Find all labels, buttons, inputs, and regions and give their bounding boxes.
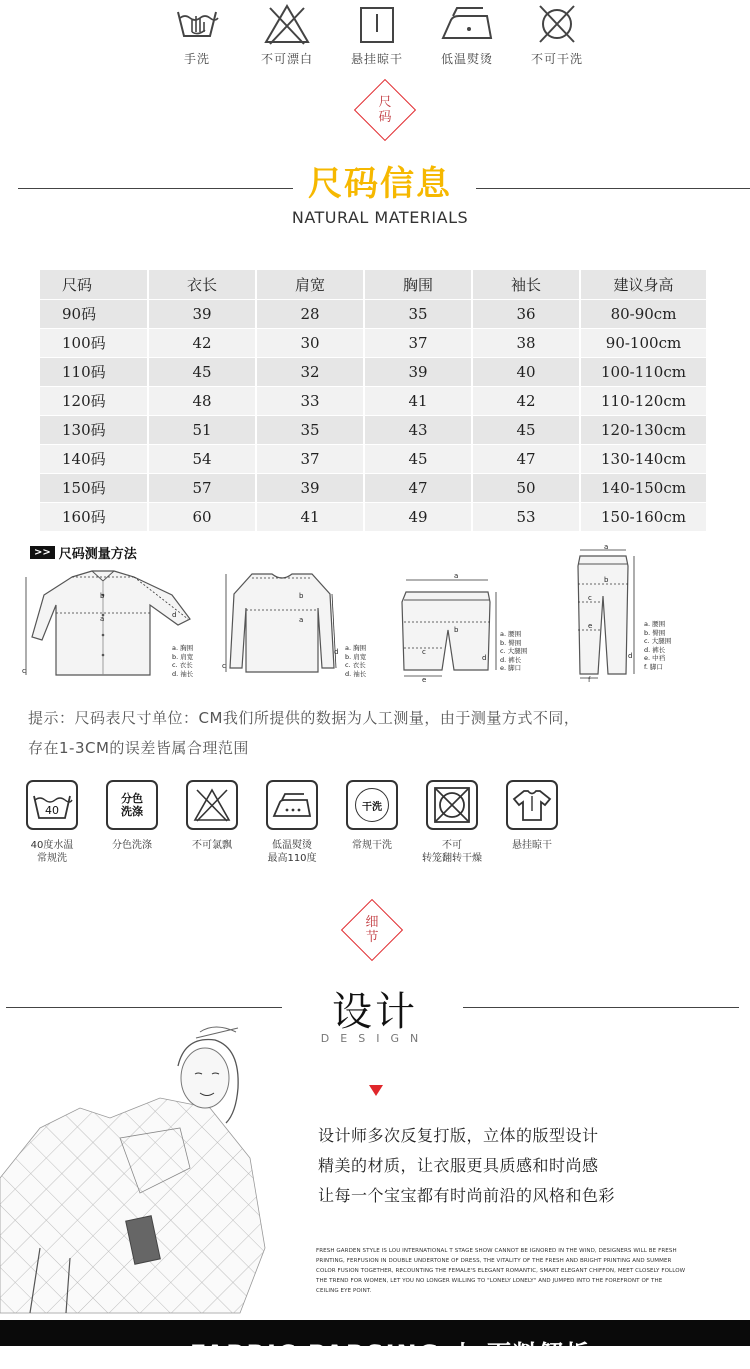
table-cell: 42 bbox=[472, 386, 580, 415]
measure-letter-e: e bbox=[588, 622, 593, 630]
legend-item: a. 腰围 bbox=[500, 630, 522, 638]
wash-40-icon bbox=[32, 790, 72, 820]
care-box bbox=[506, 780, 558, 830]
hang-dry-icon bbox=[352, 2, 402, 46]
column-header: 胸围 bbox=[364, 270, 472, 299]
legend-item: e. 中裆 bbox=[644, 654, 666, 662]
top-care-row bbox=[0, 0, 750, 80]
table-cell: 150码 bbox=[40, 473, 148, 502]
wash-temp-text: 40 bbox=[45, 804, 59, 817]
care-caption-1: 低温熨烫 bbox=[272, 840, 312, 851]
measure-letter-b: b bbox=[299, 592, 304, 600]
table-cell: 110码 bbox=[40, 357, 148, 386]
legend-item: b. 肩宽 bbox=[172, 652, 194, 661]
table-cell: 100-110cm bbox=[580, 357, 707, 386]
divider-left bbox=[18, 188, 293, 189]
measure-letter-f: f bbox=[588, 676, 591, 684]
care-box bbox=[266, 780, 318, 830]
measure-title: 尺码测量方法 bbox=[58, 547, 137, 562]
table-cell: 30 bbox=[256, 328, 364, 357]
table-cell: 140码 bbox=[40, 444, 148, 473]
table-cell: 90码 bbox=[40, 299, 148, 328]
legend-item: d. 袖长 bbox=[172, 669, 194, 678]
design-english-text: FRESH GARDEN STYLE IS LOU INTERNATIONAL T STAGE SHOW CANNOT BE IGNORED IN THE WIND, DESIGNERS WILL BE FRESH PRINTING, FERFUSION IN DOUBLE UNDERTONE OF DRESS, THE VITALITY OF THE FRESH AND BRIGHT PRINTING AND SUMMER COLOR FUSION TOGETHER, RECOUNTING THE FEMALE'S ELEGANT ROMANTIC, SMART ELEGANT CHIFFON, MEET CLOSELY FOLLOW THE TREND FOR WOMEN, LET YOU NO LONGER WILLING TO "LONELY LONELY" AND JUMPED INTO THE FOREFRONT OF THE CEILING EYE POINT. bbox=[316, 1248, 686, 1294]
table-cell: 35 bbox=[256, 415, 364, 444]
shorts-diagram bbox=[392, 570, 502, 682]
separate-wash-icon bbox=[106, 780, 158, 830]
pants-diagram bbox=[578, 543, 634, 684]
measure-letter-d: d bbox=[628, 652, 633, 660]
table-cell: 33 bbox=[256, 386, 364, 415]
table-cell: 130码 bbox=[40, 415, 148, 444]
table-cell: 39 bbox=[364, 357, 472, 386]
sweater-diagram bbox=[222, 568, 342, 684]
care-label: 悬挂晾干 bbox=[350, 52, 403, 66]
table-cell: 39 bbox=[256, 473, 364, 502]
care-caption-2: 转笼翻转干燥 bbox=[422, 853, 482, 864]
pointer-triangle bbox=[369, 1085, 383, 1096]
sweater-legend bbox=[345, 644, 366, 678]
measure-letter-a: a bbox=[604, 543, 609, 551]
size-section-title: 尺码信息 bbox=[308, 164, 452, 204]
design-divider-left bbox=[6, 1007, 282, 1008]
no-bleach-icon bbox=[262, 2, 312, 46]
legend-item: d. 裤长 bbox=[500, 655, 522, 664]
dry-clean-text: 干洗 bbox=[362, 801, 382, 813]
table-cell: 47 bbox=[472, 444, 580, 473]
measure-letter-a: a bbox=[454, 572, 459, 580]
measure-letter-d: d bbox=[482, 654, 487, 662]
table-cell: 48 bbox=[148, 386, 256, 415]
table-cell: 140-150cm bbox=[580, 473, 707, 502]
divider-right bbox=[476, 188, 750, 189]
measure-heading bbox=[30, 543, 137, 562]
design-text-line-3: 让每一个宝宝都有时尚前沿的风格和色彩 bbox=[318, 1186, 616, 1205]
table-cell: 38 bbox=[472, 328, 580, 357]
pants-legend bbox=[644, 620, 671, 671]
care-caption-1: 悬挂晾干 bbox=[512, 840, 552, 851]
table-cell: 35 bbox=[364, 299, 472, 328]
size-section-subtitle: NATURAL MATERIALS bbox=[291, 208, 469, 227]
table-row bbox=[40, 444, 707, 473]
measure-letter-b: b bbox=[604, 576, 609, 584]
measure-note-line-1: 提示：尺码表尺寸单位：CM我们所提供的数据为人工测量，由于测量方式不同， bbox=[28, 709, 580, 727]
table-row bbox=[40, 299, 707, 328]
measure-letter-c: c bbox=[422, 648, 426, 656]
table-cell: 51 bbox=[148, 415, 256, 444]
care-label: 不可漂白 bbox=[260, 52, 313, 66]
table-cell: 54 bbox=[148, 444, 256, 473]
detail-badge bbox=[342, 900, 402, 960]
no-chlorine-icon bbox=[192, 787, 232, 823]
care-caption bbox=[327, 839, 417, 852]
table-cell: 45 bbox=[472, 415, 580, 444]
design-title: 设计 bbox=[332, 989, 418, 1035]
table-cell: 120码 bbox=[40, 386, 148, 415]
care-item-no-tumble-dry bbox=[407, 780, 497, 865]
table-cell: 120-130cm bbox=[580, 415, 707, 444]
legend-item: c. 大腿围 bbox=[500, 647, 528, 655]
low-iron-icon bbox=[271, 790, 313, 820]
care-item-hang-dry-mid bbox=[487, 780, 577, 852]
table-row bbox=[40, 386, 707, 415]
care-caption-1: 分色洗涤 bbox=[112, 840, 152, 851]
size-table-header bbox=[40, 270, 707, 299]
table-cell: 60 bbox=[148, 502, 256, 531]
table-cell: 57 bbox=[148, 473, 256, 502]
table-cell: 49 bbox=[364, 502, 472, 531]
design-text-line-2: 精美的材质，让衣服更具质感和时尚感 bbox=[318, 1156, 599, 1175]
no-tumble-dry-icon bbox=[432, 785, 472, 825]
legend-item: a. 胸围 bbox=[345, 644, 367, 652]
legend-item: c. 衣长 bbox=[345, 661, 366, 669]
table-cell: 43 bbox=[364, 415, 472, 444]
care-caption-2: 常规洗 bbox=[37, 853, 67, 864]
table-row bbox=[40, 502, 707, 531]
legend-item: e. 脚口 bbox=[500, 664, 522, 672]
dry-clean-icon bbox=[355, 788, 389, 822]
legend-item: a. 腰围 bbox=[644, 620, 666, 628]
measure-letter-a: a bbox=[299, 616, 304, 624]
table-cell: 37 bbox=[256, 444, 364, 473]
care-label: 不可干洗 bbox=[530, 52, 583, 66]
badge-line-1: 细 bbox=[365, 915, 379, 930]
measure-letter-a: a bbox=[100, 615, 105, 623]
care-item-no-dry-clean bbox=[517, 2, 597, 67]
table-cell: 47 bbox=[364, 473, 472, 502]
size-table bbox=[40, 270, 708, 532]
separate-wash-line-2: 洗涤 bbox=[121, 805, 143, 818]
care-caption bbox=[407, 839, 497, 865]
table-cell: 45 bbox=[364, 444, 472, 473]
measure-tag: >> bbox=[30, 546, 55, 559]
care-label: 低温熨烫 bbox=[440, 52, 493, 66]
table-row bbox=[40, 328, 707, 357]
measure-letter-e: e bbox=[422, 676, 427, 684]
badge-line-1: 尺 bbox=[378, 95, 392, 110]
hang-dry-shirt-icon bbox=[512, 787, 552, 823]
legend-item: c. 大腿围 bbox=[644, 637, 672, 645]
design-divider-right bbox=[463, 1007, 739, 1008]
care-item-no-bleach bbox=[247, 2, 327, 67]
table-cell: 36 bbox=[472, 299, 580, 328]
table-cell: 42 bbox=[148, 328, 256, 357]
table-cell: 53 bbox=[472, 502, 580, 531]
column-header: 肩宽 bbox=[256, 270, 364, 299]
table-cell: 160码 bbox=[40, 502, 148, 531]
care-caption bbox=[247, 839, 337, 865]
care-item-wash-40 bbox=[7, 780, 97, 865]
fabric-parsing-title: FABRIC PARSING 丨 面料解析 bbox=[190, 1340, 592, 1368]
table-cell: 150-160cm bbox=[580, 502, 707, 531]
table-cell: 110-120cm bbox=[580, 386, 707, 415]
separate-wash-line-1: 分色 bbox=[121, 792, 143, 805]
care-caption-1: 常规干洗 bbox=[352, 840, 392, 851]
table-cell: 90-100cm bbox=[580, 328, 707, 357]
care-item-no-chlorine bbox=[167, 780, 257, 852]
care-item-hang-dry bbox=[337, 2, 417, 67]
model-sketch-image bbox=[0, 1018, 300, 1313]
table-cell: 40 bbox=[472, 357, 580, 386]
badge-line-2: 码 bbox=[378, 110, 392, 125]
table-cell: 130-140cm bbox=[580, 444, 707, 473]
legend-item: f. 脚口 bbox=[644, 662, 663, 671]
measure-letter-c: c bbox=[222, 662, 226, 670]
column-header: 衣长 bbox=[148, 270, 256, 299]
legend-item: b. 臀围 bbox=[644, 628, 666, 637]
badge-text bbox=[355, 80, 415, 140]
care-item-low-iron-mid bbox=[247, 780, 337, 865]
table-cell: 41 bbox=[256, 502, 364, 531]
care-caption-1: 不可 bbox=[442, 840, 462, 851]
table-cell: 100码 bbox=[40, 328, 148, 357]
shirt-legend bbox=[172, 644, 193, 678]
measure-letter-c: c bbox=[22, 667, 26, 675]
low-iron-icon bbox=[437, 2, 497, 46]
legend-item: d. 袖长 bbox=[345, 669, 367, 678]
badge-text bbox=[342, 900, 402, 960]
design-text-line-1: 设计师多次反复打版，立体的版型设计 bbox=[318, 1126, 599, 1145]
care-caption bbox=[487, 839, 577, 852]
table-cell: 28 bbox=[256, 299, 364, 328]
measure-letter-d: d bbox=[172, 611, 177, 619]
care-item-dry-clean bbox=[327, 780, 417, 852]
hand-wash-icon bbox=[172, 2, 222, 42]
size-badge bbox=[355, 80, 415, 140]
column-header: 尺码 bbox=[40, 270, 148, 299]
care-caption-1: 不可氯飘 bbox=[192, 840, 232, 851]
shorts-legend bbox=[500, 630, 527, 673]
table-cell: 80-90cm bbox=[580, 299, 707, 328]
measure-letter-b: b bbox=[100, 592, 105, 600]
badge-line-2: 节 bbox=[365, 930, 379, 945]
legend-item: c. 衣长 bbox=[172, 661, 193, 669]
measure-note-line-2: 存在1-3CM的误差皆属合理范围 bbox=[28, 739, 249, 757]
care-item-hand-wash bbox=[157, 2, 237, 67]
table-row bbox=[40, 473, 707, 502]
table-cell: 32 bbox=[256, 357, 364, 386]
legend-item: b. 肩宽 bbox=[345, 652, 367, 661]
measure-letter-d: d bbox=[334, 648, 339, 656]
care-box bbox=[426, 780, 478, 830]
care-caption bbox=[87, 839, 177, 852]
care-box bbox=[26, 780, 78, 830]
care-caption-1: 40度水温 bbox=[30, 840, 74, 851]
design-subtitle: DESIGN bbox=[320, 1032, 430, 1045]
table-row bbox=[40, 357, 707, 386]
table-cell: 45 bbox=[148, 357, 256, 386]
care-caption-2: 最高110度 bbox=[267, 853, 317, 864]
care-label: 手洗 bbox=[183, 52, 210, 66]
no-dry-clean-icon bbox=[532, 2, 582, 46]
care-caption bbox=[7, 839, 97, 865]
table-cell: 50 bbox=[472, 473, 580, 502]
care-caption bbox=[167, 839, 257, 852]
table-row bbox=[40, 415, 707, 444]
column-header: 袖长 bbox=[472, 270, 580, 299]
table-cell: 41 bbox=[364, 386, 472, 415]
table-cell: 39 bbox=[148, 299, 256, 328]
care-item-low-iron bbox=[427, 2, 507, 67]
care-box bbox=[346, 780, 398, 830]
legend-item: b. 臀围 bbox=[500, 638, 522, 647]
measure-letter-b: b bbox=[454, 626, 459, 634]
table-cell: 37 bbox=[364, 328, 472, 357]
care-box bbox=[186, 780, 238, 830]
legend-item: a. 胸围 bbox=[172, 644, 194, 652]
column-header: 建议身高 bbox=[580, 270, 707, 299]
legend-item: d. 裤长 bbox=[644, 645, 666, 654]
care-item-separate-wash bbox=[87, 780, 177, 852]
fabric-parsing-banner bbox=[0, 1320, 750, 1368]
measure-letter-c: c bbox=[588, 594, 592, 602]
